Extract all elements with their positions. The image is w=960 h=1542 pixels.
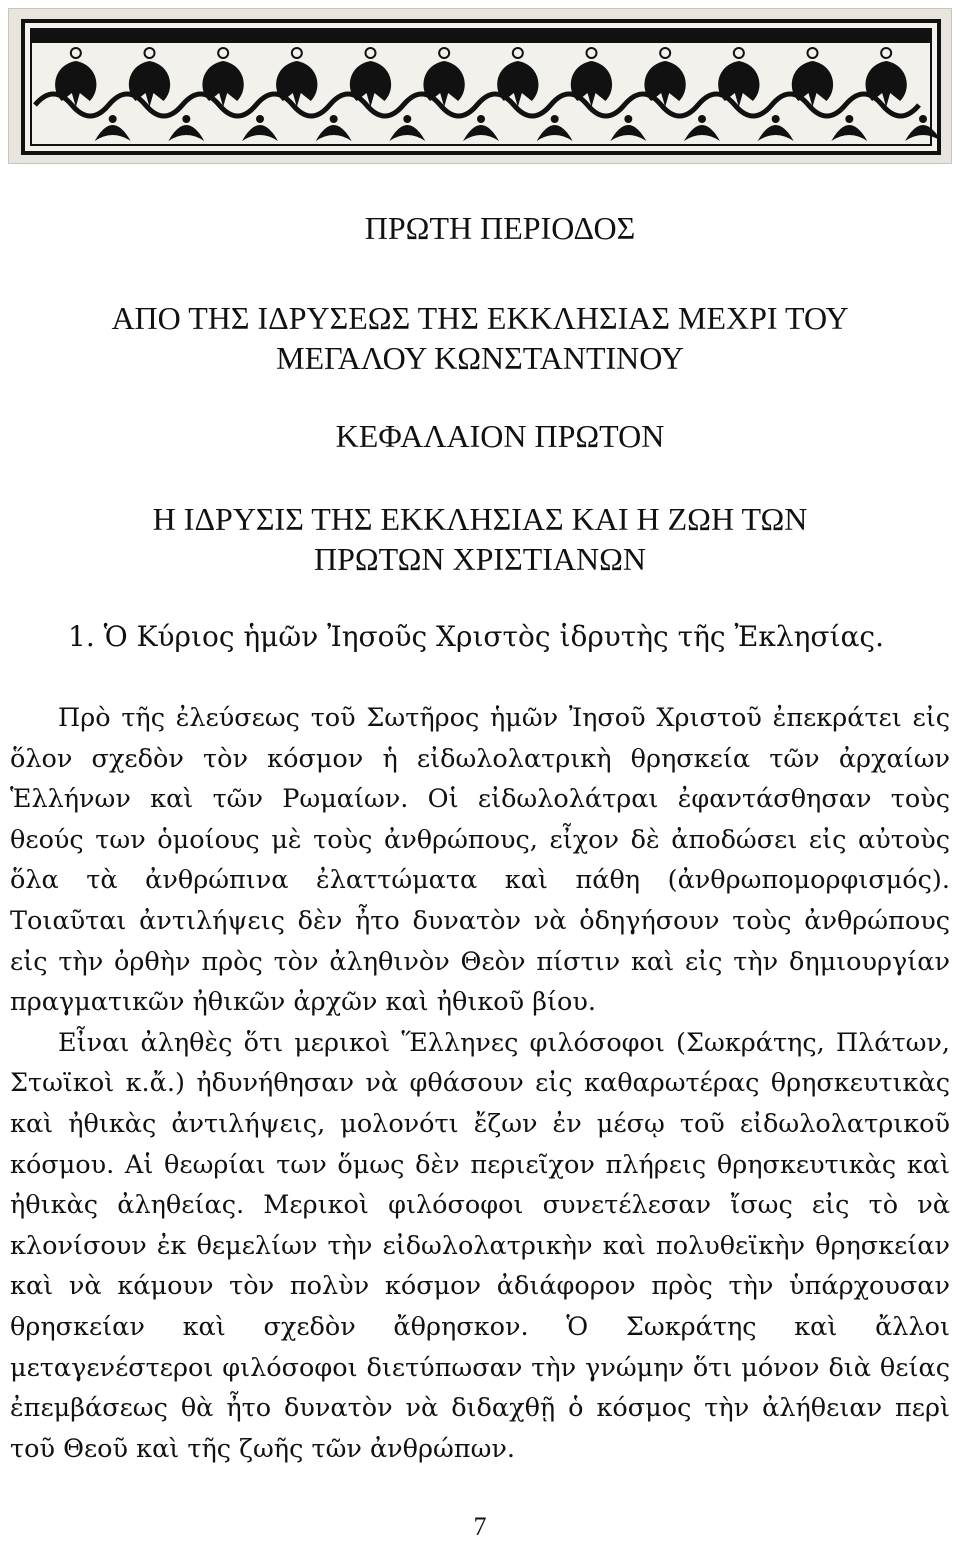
chapter-title-line2: ΠΡΩΤΩΝ ΧΡΙΣΤΙΑΝΩΝ [313, 541, 647, 577]
chapter-title [0, 499, 960, 579]
chapter-title-line1: Η ΙΔΡΥΣΙΣ ΤΗΣ ΕΚΚΛΗΣΙΑΣ ΚΑΙ Η ΖΩΗ ΤΩΝ [152, 501, 808, 537]
ornament-pattern [9, 9, 953, 165]
period-subtitle-line1: ΑΠΟ ΤΗΣ ΙΔΡΥΣΕΩΣ ΤΗΣ ΕΚΚΛΗΣΙΑΣ ΜΕΧΡΙ ΤΟΥ [111, 300, 849, 336]
chapter-heading: ΚΕΦΑΛΑΙΟΝ ΠΡΩΤΟΝ [335, 418, 665, 454]
page-number: 7 [473, 1512, 487, 1541]
paragraph: Εἶναι ἀληθὲς ὅτι μερικοὶ Ἕλληνες φιλόσοφοι (Σωκράτης, Πλάτων, Στωϊκοὶ κ.ἄ.) ἠδυνήθησαν νὰ φθάσουν εἰς καθαρωτέρας θρησκευτικὰς καὶ ἠθικὰς ἀντιλήψεις, μολονότι ἔζων ἐν μέσῳ τοῦ εἰδωλολατρικοῦ κόσμου. Αἱ θεωρίαι των ὅμως δὲν περιεῖχον πλήρεις θρησκευτικὰς καὶ ἠθικὰς ἀληθείας. Μερικοὶ φιλόσοφοι συνετέλεσαν ἴσως εἰς τὸ νὰ κλονίσουν ἐκ θεμελίων τὴν εἰδωλολατρικὴν καὶ πολυθεϊκὴν θρησκείαν καὶ νὰ κάμουν τὸν πολὺν κόσμον ἀδιάφορον πρὸς τὴν ὑπάρχουσαν θρησκείαν καὶ σχεδὸν ἄθρησκον. Ὁ Σωκράτης καὶ ἄλλοι μεταγενέστεροι φιλόσοφοι διετύπωσαν τὴν γνώμην ὅτι μόνον διὰ θείας ἐπεμβάσεως θὰ ἦτο δυνατὸν νὰ διδαχθῇ ὁ κόσμος τὴν ἀλήθειαν περὶ τοῦ Θεοῦ καὶ τῆς ζωῆς τῶν ἀνθρώπων. [10, 1027, 950, 1464]
paragraph: Πρὸ τῆς ἐλεύσεως τοῦ Σωτῆρος ἡμῶν Ἰησοῦ Χριστοῦ ἐπεκράτει εἰς ὅλον σχεδὸν τὸν κόσμον ἡ εἰδωλολατρικὴ θρησκεία τῶν ἀρχαίων Ἑλλήνων καὶ τῶν Ρωμαίων. Οἱ εἰδωλολάτραι ἐφαντάσθησαν τοὺς θεούς των ὁμοίους μὲ τοὺς ἀνθρώπους, εἶχον δὲ ἀποδώσει εἰς αὐτοὺς ὅλα τὰ ἀνθρώπινα ἐλαττώματα καὶ πάθη (ἀνθρωπομορφισμός). Τοιαῦται ἀντιλήψεις δὲν ἦτο δυνατὸν νὰ ὁδηγήσουν τοὺς ἀνθρώπους εἰς τὴν ὀρθὴν πρὸς τὸν ἀληθινὸν Θεὸν πίστιν καὶ εἰς τὴν δημιουργίαν πραγματικῶν ἠθικῶν ἀρχῶν καὶ ἠθικοῦ βίου. [10, 703, 950, 1018]
period-heading: ΠΡΩΤΗ ΠΕΡΙΟΔΟΣ [364, 210, 636, 246]
period-subtitle-line2: ΜΕΓΑΛΟΥ ΚΩΝΣΤΑΝΤΙΝΟΥ [276, 340, 684, 376]
period-subtitle [0, 298, 960, 378]
body-text [10, 698, 950, 1469]
section-heading: 1. Ὁ Κύριος ἡμῶν Ἰησοῦς Χριστὸς ἱδρυτὴς τῆς Ἐκλησίας. [68, 620, 884, 653]
ornamental-header-banner [8, 8, 952, 164]
